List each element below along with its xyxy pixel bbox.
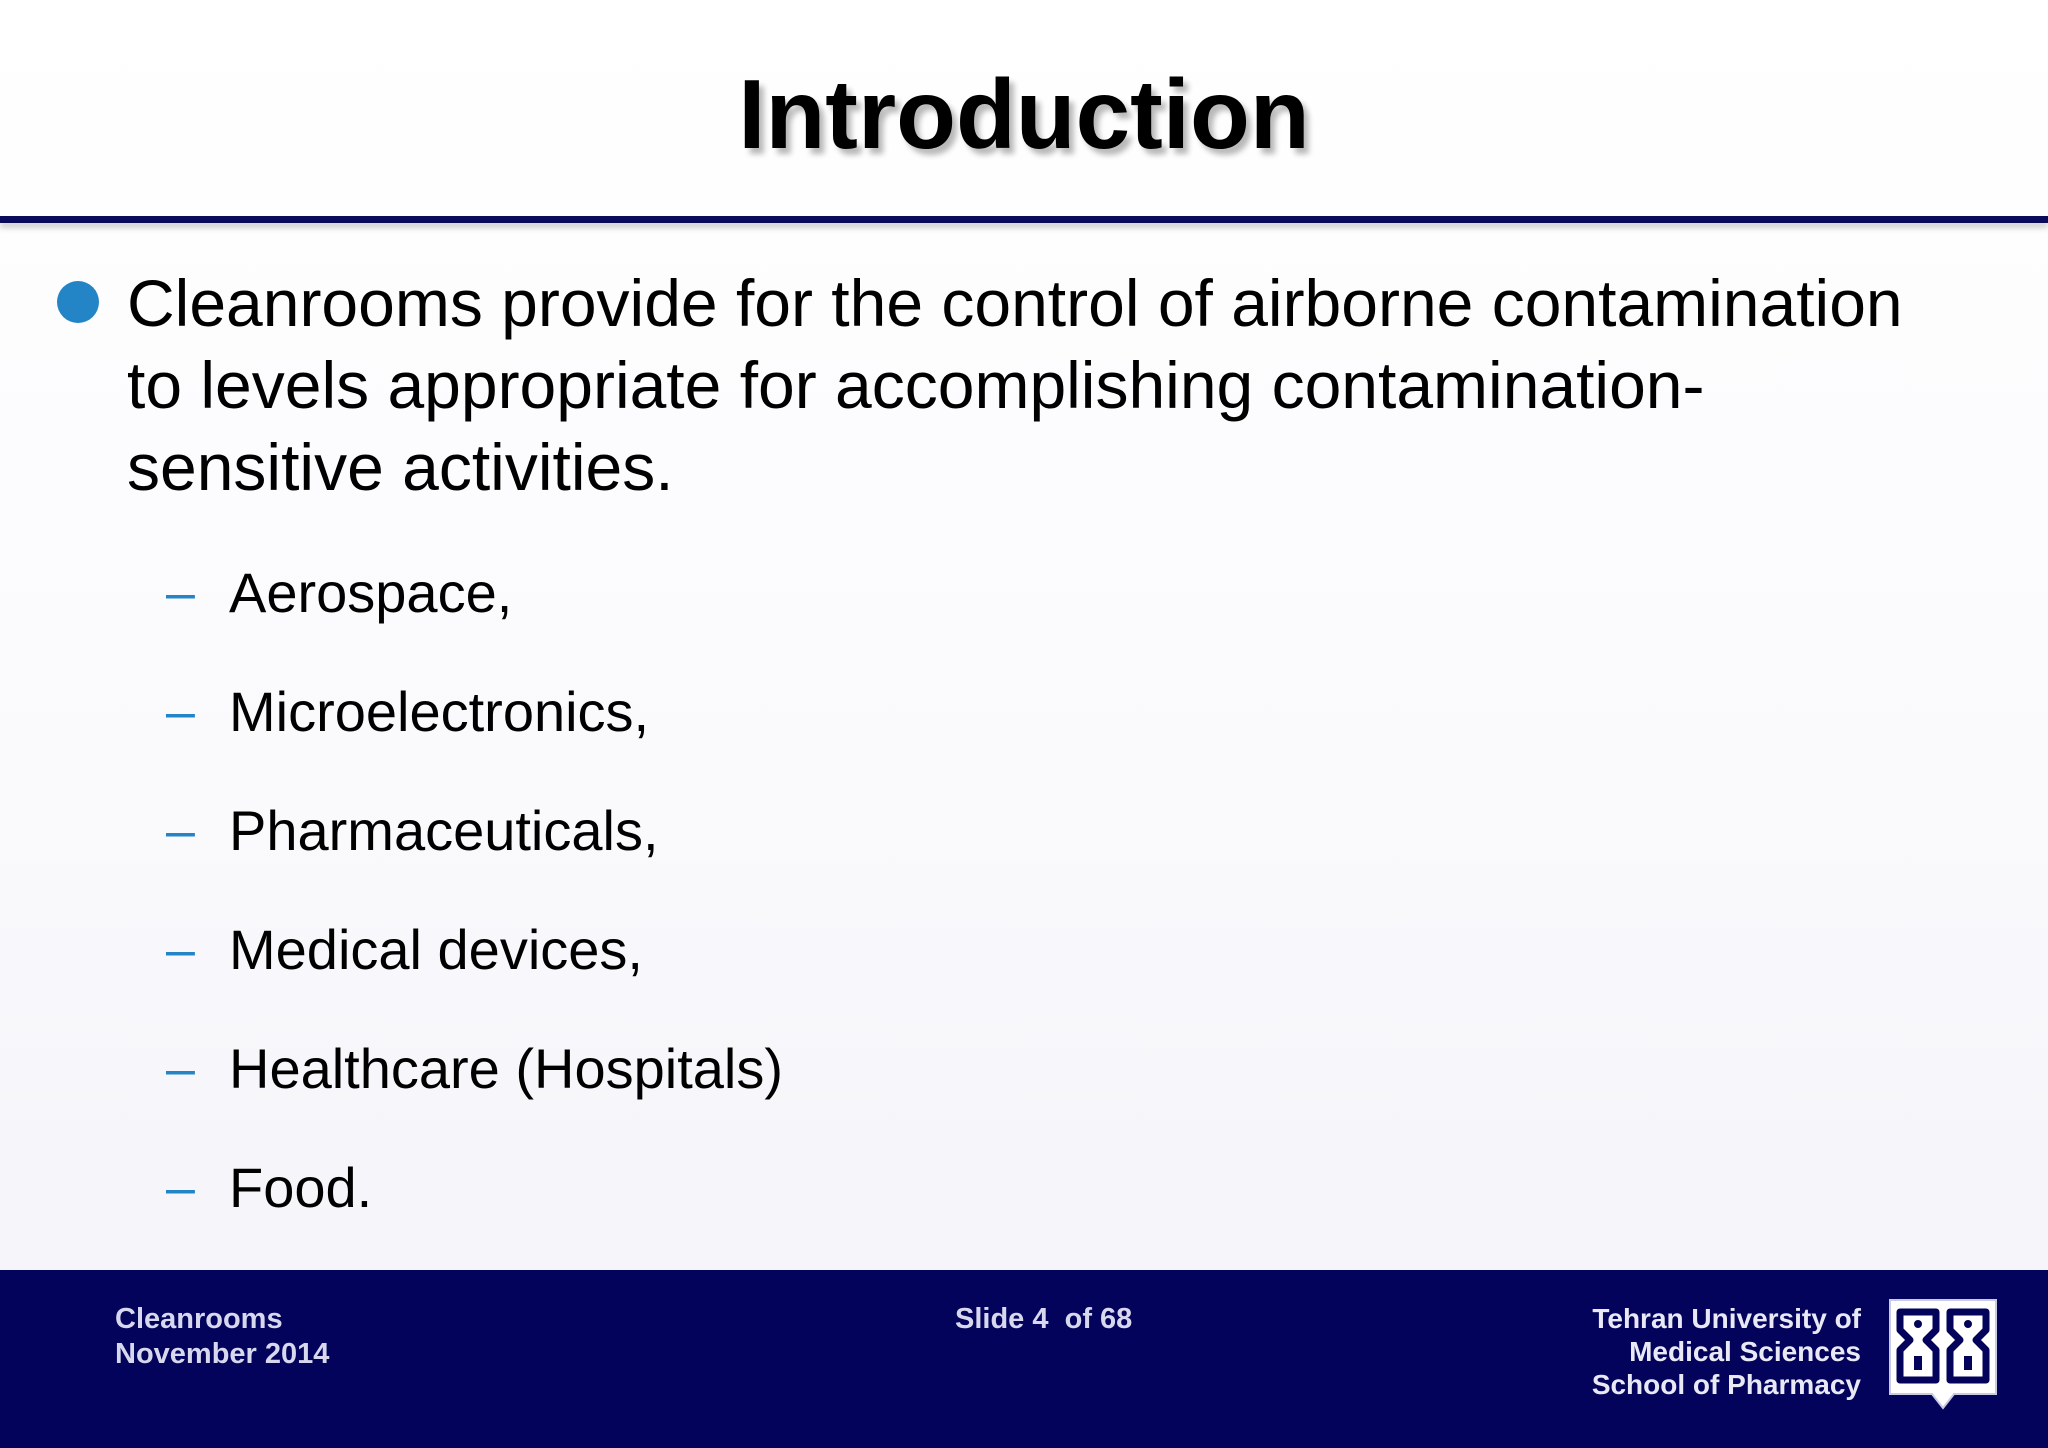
footer-course-title: Cleanrooms (115, 1303, 283, 1335)
university-logo-icon (1886, 1296, 2000, 1412)
sub-bullet-item (166, 1150, 783, 1269)
sub-bullet-item (166, 674, 783, 793)
title-divider (0, 216, 2048, 223)
sub-bullet-item (166, 1031, 783, 1150)
dash-bullet-icon: – (166, 921, 195, 979)
sub-bullet-item (166, 555, 783, 674)
sub-bullet-text: Medical devices, (229, 918, 643, 981)
sub-bullet-item (166, 912, 783, 1031)
slide-number: Slide 4 of 68 (955, 1303, 1133, 1335)
institution-name-line: Medical Sciences (1629, 1336, 1861, 1367)
main-bullet-line: Cleanrooms provide for the control of airborne contamination (127, 266, 1903, 340)
sub-bullet-text: Healthcare (Hospitals) (229, 1037, 783, 1100)
bullet-dot-icon (57, 281, 99, 323)
dash-bullet-icon: – (166, 1159, 195, 1217)
sub-bullet-list (166, 555, 783, 1269)
dash-bullet-icon: – (166, 1040, 195, 1098)
institution-school: School of Pharmacy (1591, 1369, 1861, 1400)
sub-bullet-text: Microelectronics, (229, 680, 650, 743)
sub-bullet-text: Pharmaceuticals, (229, 799, 659, 862)
footer-institution (1592, 1302, 1861, 1401)
dash-bullet-icon: – (166, 683, 195, 741)
slide-title: Introduction (738, 59, 1310, 169)
main-bullet-line: to levels appropriate for accomplishing contamination- (127, 348, 1705, 422)
slide-footer (0, 1270, 2048, 1448)
dash-bullet-icon: – (166, 564, 195, 622)
dash-bullet-icon: – (166, 802, 195, 860)
footer-date: November 2014 (115, 1338, 330, 1370)
sub-bullet-text: Aerospace, (229, 561, 513, 624)
main-bullet-line: sensitive activities. (127, 430, 674, 504)
institution-name-line: Tehran University of (1592, 1303, 1861, 1334)
sub-bullet-text: Food. (229, 1156, 373, 1219)
sub-bullet-item (166, 793, 783, 912)
main-bullet-text (127, 262, 2007, 508)
footer-course-info (115, 1302, 329, 1372)
